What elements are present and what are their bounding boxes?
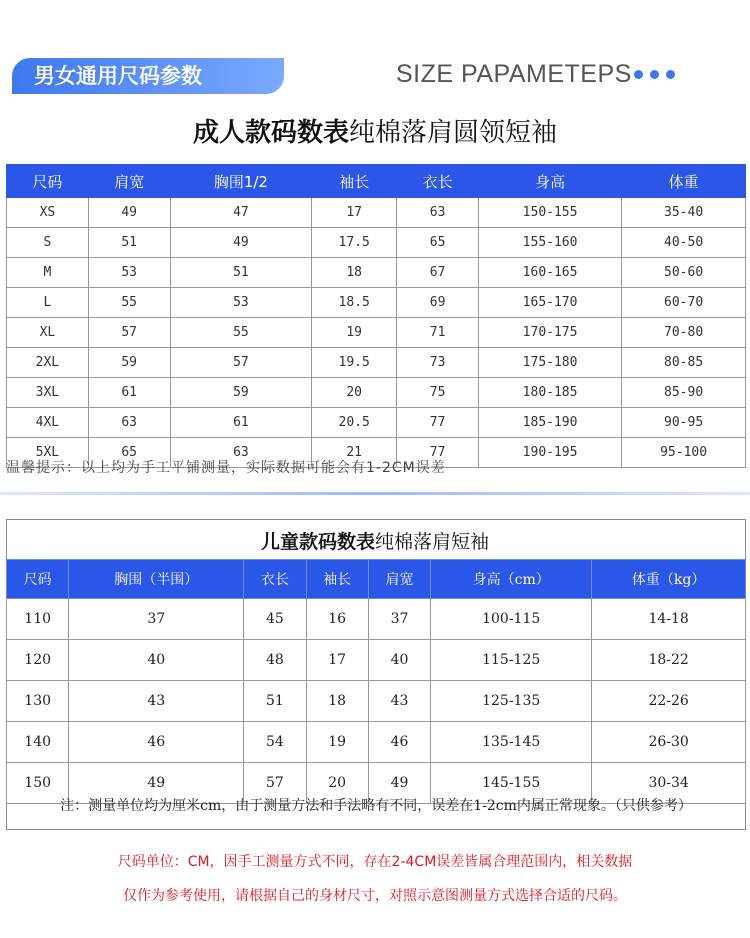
table-row (7, 318, 746, 348)
table-cell: 90-95 (622, 408, 746, 438)
table-cell: 125-135 (431, 681, 592, 722)
table-cell: 170-175 (478, 318, 621, 348)
adult-header-cell: 身高 (478, 165, 621, 198)
table-cell: 2XL (7, 348, 89, 378)
table-cell: 19 (306, 722, 368, 763)
table-cell: 30-34 (592, 763, 746, 804)
table-cell: L (7, 288, 89, 318)
table-cell: 45 (244, 599, 306, 640)
table-cell: 37 (368, 599, 430, 640)
table-cell: 61 (88, 378, 170, 408)
kids-header-cell: 体重（kg） (592, 560, 746, 599)
table-cell: 26-30 (592, 722, 746, 763)
dot-icon (666, 70, 675, 79)
table-cell: 63 (397, 198, 479, 228)
table-row (7, 378, 746, 408)
table-cell: 59 (88, 348, 170, 378)
table-cell: 17 (312, 198, 397, 228)
footer-note-line1: 尺码单位：CM，因手工测量方式不同，存在2-4CM误差皆属合理范围内，相关数据 (117, 854, 633, 870)
table-cell: 4XL (7, 408, 89, 438)
adult-header-row (7, 165, 746, 198)
unisex-size-badge: 男女通用尺码参数 (12, 58, 284, 94)
table-row (7, 681, 746, 722)
table-cell: 55 (88, 288, 170, 318)
adult-title-sub: 纯棉落肩圆领短袖 (349, 118, 558, 148)
table-cell: 95-100 (622, 438, 746, 468)
dot-icon (650, 70, 659, 79)
kids-measure-note: 注：测量单位均为厘米cm，由于测量方法和手法略有不同，误差在1-2cm内属正常现象。（只供参考） (60, 798, 692, 814)
table-cell: 77 (397, 438, 479, 468)
table-cell: 53 (170, 288, 312, 318)
table-cell: 70-80 (622, 318, 746, 348)
kids-header-cell: 肩宽 (368, 560, 430, 599)
table-row (7, 288, 746, 318)
table-cell: 135-145 (431, 722, 592, 763)
table-cell: 63 (88, 408, 170, 438)
table-cell: 57 (170, 348, 312, 378)
table-cell: 85-90 (622, 378, 746, 408)
kids-header-cell: 尺码 (7, 560, 69, 599)
table-cell: 18 (306, 681, 368, 722)
table-cell: 43 (69, 681, 244, 722)
table-cell: 50-60 (622, 258, 746, 288)
table-cell: 19.5 (312, 348, 397, 378)
table-cell: 65 (88, 438, 170, 468)
table-cell: 21 (312, 438, 397, 468)
table-cell: 17.5 (312, 228, 397, 258)
kids-table-body (7, 599, 746, 804)
table-cell: 49 (170, 228, 312, 258)
table-cell: S (7, 228, 89, 258)
table-cell: XS (7, 198, 89, 228)
table-cell: 59 (170, 378, 312, 408)
kids-title-main: 儿童款码数表 (260, 531, 375, 553)
table-row (7, 599, 746, 640)
adult-header-cell: 体重 (622, 165, 746, 198)
table-cell: 49 (88, 198, 170, 228)
table-row (7, 198, 746, 228)
table-cell: 110 (7, 599, 69, 640)
adult-header-cell: 衣长 (397, 165, 479, 198)
adult-header-cell: 袖长 (312, 165, 397, 198)
table-cell: 49 (368, 763, 430, 804)
kids-title-sub: 纯棉落肩短袖 (375, 531, 490, 553)
table-cell: 77 (397, 408, 479, 438)
adult-title-main: 成人款码数表 (192, 118, 349, 148)
table-row (7, 722, 746, 763)
kids-header-cell: 袖长 (306, 560, 368, 599)
table-cell: 145-155 (431, 763, 592, 804)
kids-table-title (0, 527, 750, 554)
table-cell: 140 (7, 722, 69, 763)
table-cell: 18.5 (312, 288, 397, 318)
footer-note-line2: 仅作为参考使用，请根据自己的身材尺寸，对照示意图测量方式选择合适的尺码。 (123, 888, 627, 904)
adult-header-cell: 胸围1/2 (170, 165, 312, 198)
table-cell: 130 (7, 681, 69, 722)
adult-header-cell: 尺码 (7, 165, 89, 198)
table-cell: 40-50 (622, 228, 746, 258)
table-cell: 43 (368, 681, 430, 722)
table-cell: 165-170 (478, 288, 621, 318)
kids-header-cell: 身高（cm） (431, 560, 592, 599)
table-cell: 160-165 (478, 258, 621, 288)
table-cell: 57 (244, 763, 306, 804)
table-cell: 20.5 (312, 408, 397, 438)
table-cell: 20 (306, 763, 368, 804)
table-cell: 69 (397, 288, 479, 318)
table-cell: 53 (88, 258, 170, 288)
table-row (7, 228, 746, 258)
kids-size-table (6, 559, 746, 804)
kids-header-cell: 胸围（半围） (69, 560, 244, 599)
table-cell: 155-160 (478, 228, 621, 258)
table-cell: 73 (397, 348, 479, 378)
table-cell: 75 (397, 378, 479, 408)
adult-table-body (7, 198, 746, 468)
table-cell: 40 (69, 640, 244, 681)
dot-icon (634, 70, 643, 79)
table-row (7, 348, 746, 378)
table-cell: 47 (170, 198, 312, 228)
table-cell: 22-26 (592, 681, 746, 722)
table-row (7, 640, 746, 681)
table-cell: 49 (69, 763, 244, 804)
table-cell: 63 (170, 438, 312, 468)
table-cell: 51 (170, 258, 312, 288)
table-cell: 37 (69, 599, 244, 640)
table-cell: 60-70 (622, 288, 746, 318)
adult-table-title (0, 112, 750, 149)
table-cell: 115-125 (431, 640, 592, 681)
table-cell: 67 (397, 258, 479, 288)
table-cell: XL (7, 318, 89, 348)
table-cell: 190-195 (478, 438, 621, 468)
table-cell: 18-22 (592, 640, 746, 681)
table-cell: 18 (312, 258, 397, 288)
table-cell: 19 (312, 318, 397, 348)
table-row (7, 408, 746, 438)
table-cell: 46 (69, 722, 244, 763)
decorative-dots (634, 70, 675, 79)
table-cell: 61 (170, 408, 312, 438)
adult-header-cell: 肩宽 (88, 165, 170, 198)
kids-header-cell: 衣长 (244, 560, 306, 599)
english-title: SIZE PAPAMETEPS (396, 60, 632, 88)
table-cell: 5XL (7, 438, 89, 468)
section-divider (0, 492, 750, 495)
table-cell: 180-185 (478, 378, 621, 408)
table-cell: 150 (7, 763, 69, 804)
table-cell: 51 (244, 681, 306, 722)
table-cell: 80-85 (622, 348, 746, 378)
table-cell: 16 (306, 599, 368, 640)
table-cell: 55 (170, 318, 312, 348)
table-cell: 17 (306, 640, 368, 681)
table-cell: 48 (244, 640, 306, 681)
table-cell: 57 (88, 318, 170, 348)
table-cell: 35-40 (622, 198, 746, 228)
table-cell: 120 (7, 640, 69, 681)
table-cell: 100-115 (431, 599, 592, 640)
table-cell: 175-180 (478, 348, 621, 378)
table-row (7, 258, 746, 288)
table-cell: 71 (397, 318, 479, 348)
table-cell: 40 (368, 640, 430, 681)
table-cell: 3XL (7, 378, 89, 408)
table-cell: M (7, 258, 89, 288)
adult-size-table (6, 164, 746, 468)
table-cell: 150-155 (478, 198, 621, 228)
table-cell: 51 (88, 228, 170, 258)
table-cell: 46 (368, 722, 430, 763)
table-cell: 54 (244, 722, 306, 763)
table-cell: 65 (397, 228, 479, 258)
table-cell: 14-18 (592, 599, 746, 640)
table-cell: 20 (312, 378, 397, 408)
table-cell: 185-190 (478, 408, 621, 438)
kids-header-row (7, 560, 746, 599)
adult-measure-tip: 温馨提示：以上均为手工平铺测量，实际数据可能会有1-2CM误差 (6, 460, 446, 476)
